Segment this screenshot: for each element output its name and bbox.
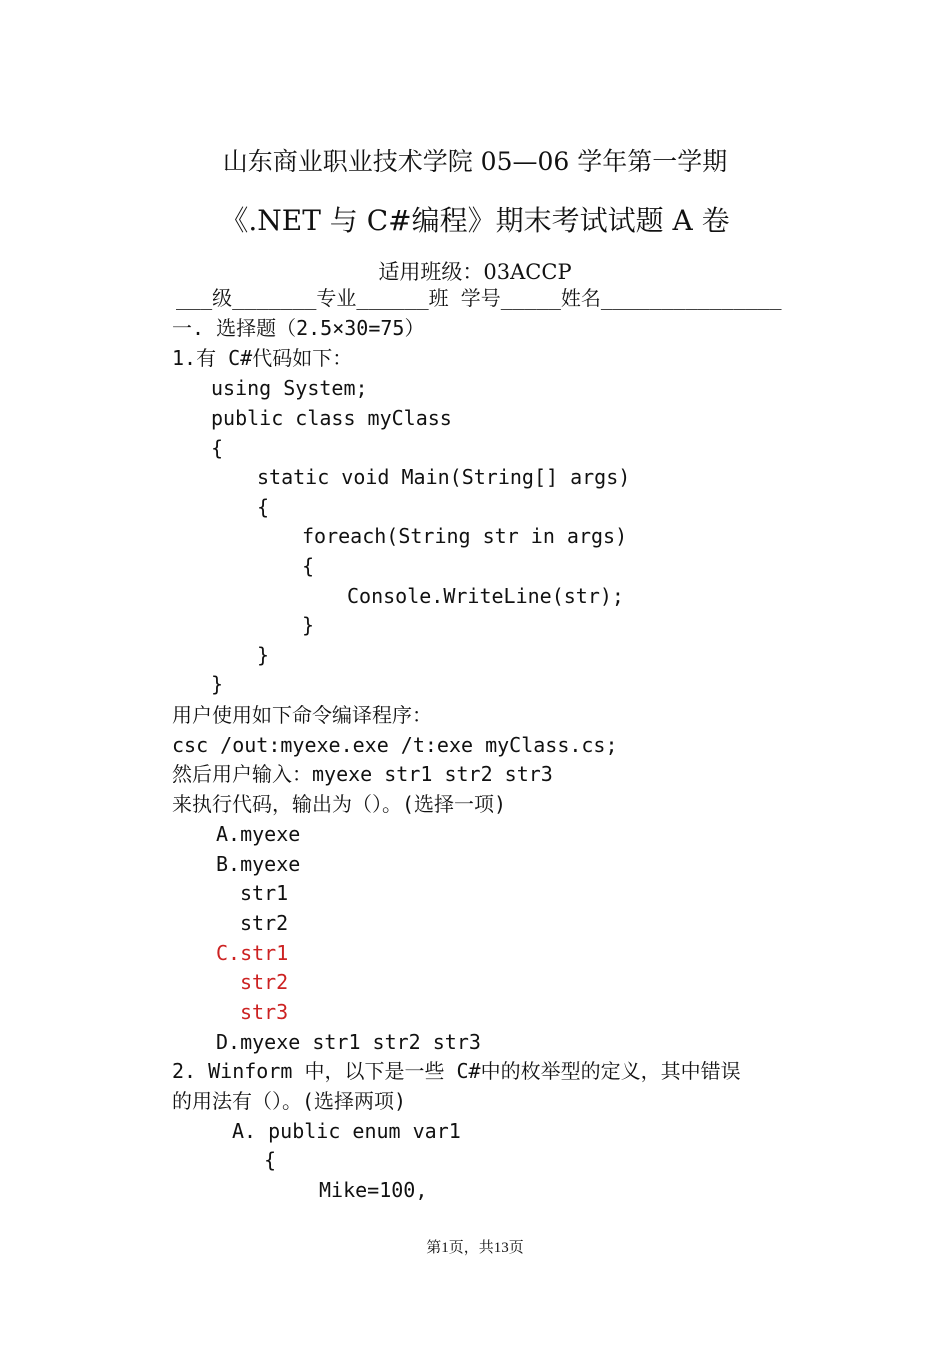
option-b: B.myexe [216,852,301,876]
question-1-stem: 1.有 C#代码如下： [172,346,353,370]
question-text: 然后用户输入：myexe str1 str2 str3 [172,762,553,786]
code-line: } [302,613,315,637]
question-text: 来执行代码，输出为（）。(选择一项) [172,792,507,816]
applicable-class: 适用班级：03ACCP [378,260,572,284]
student-info-line: ___级_______专业______班 学号_____姓名_______________ [176,286,782,310]
option-c-answer: C.str1 [216,941,289,965]
code-line: { [211,436,224,460]
option-c-answer-line: str3 [240,1000,289,1024]
code-line: Mike=100, [319,1178,428,1202]
code-line: { [257,495,270,519]
page-footer: 第1页，共13页 [426,1240,524,1256]
question-text: 用户使用如下命令编译程序： [172,703,432,727]
code-line: using System; [211,376,368,400]
code-line: Console.WriteLine(str); [347,584,624,608]
option-b-line: str2 [240,911,289,935]
option-a: A.myexe [216,822,301,846]
exam-title: 《.NET 与 C#编程》期末考试试题 A 卷 [220,204,730,237]
section-heading: 一. 选择题（2.5×30=75） [172,316,425,340]
option-b-line: str1 [240,881,289,905]
question-text: csc /out:myexe.exe /t:exe myClass.cs; [172,733,618,757]
question-2-stem: 的用法有（）。(选择两项) [172,1089,407,1113]
option-c-answer-line: str2 [240,970,289,994]
option-d: D.myexe str1 str2 str3 [216,1030,481,1054]
code-line: { [302,554,315,578]
code-line: } [257,643,270,667]
code-line: public class myClass [211,406,452,430]
code-line: } [211,672,224,696]
code-line: static void Main(String[] args) [257,465,631,489]
code-line: { [264,1148,277,1172]
school-term-title: 山东商业职业技术学院 05—06 学年第一学期 [222,147,728,176]
code-line: A. public enum var1 [232,1119,461,1143]
question-2-stem: 2. Winform 中，以下是一些 C#中的枚举型的定义，其中错误 [172,1059,741,1083]
code-line: foreach(String str in args) [302,524,628,548]
